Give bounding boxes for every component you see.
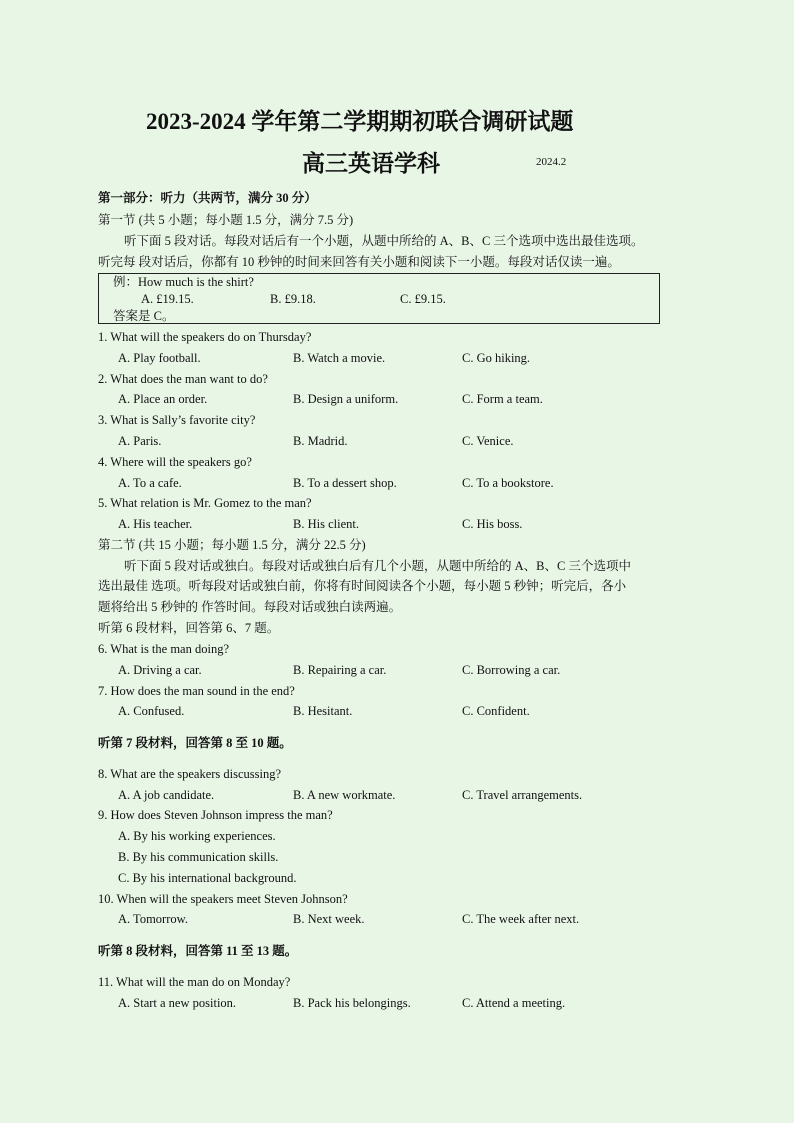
q10-option-c: C. The week after next. — [462, 912, 580, 926]
question-5: 5. What relation is Mr. Gomez to the man? — [98, 496, 312, 510]
q1-option-a: A. Play football. — [118, 351, 201, 365]
q2-option-a: A. Place an order. — [118, 392, 208, 406]
question-4: 4. Where will the speakers go? — [98, 455, 252, 469]
q8-option-c: C. Travel arrangements. — [462, 788, 583, 802]
q9-option-b: B. By his communication skills. — [118, 850, 279, 864]
q11-option-a: A. Start a new position. — [118, 996, 237, 1010]
section2-instruction-2: 选出最佳 选项。听每段对话或独白前，你将有时间阅读各个小题，每小题 5 秒钟；听完后，各小 — [98, 579, 627, 593]
q6-option-b: B. Repairing a car. — [293, 663, 387, 677]
q1-option-c: C. Go hiking. — [462, 351, 531, 365]
q5-option-c: C. His boss. — [462, 517, 523, 531]
question-3: 3. What is Sally’s favorite city? — [98, 413, 256, 427]
question-10: 10. When will the speakers meet Steven Johnson? — [98, 892, 348, 906]
example-question: 例：How much is the shirt? — [113, 275, 254, 289]
example-option-b: B. £9.18. — [270, 292, 316, 306]
question-9: 9. How does Steven Johnson impress the man? — [98, 808, 333, 822]
q2-option-b: B. Design a uniform. — [293, 392, 399, 406]
q3-option-c: C. Venice. — [462, 434, 514, 448]
question-8: 8. What are the speakers discussing? — [98, 767, 282, 781]
exam-date: 2024.2 — [536, 156, 567, 168]
q7-option-c: C. Confident. — [462, 704, 530, 718]
q10-option-b: B. Next week. — [293, 912, 365, 926]
section1-instruction-2: 听完每 段对话后，你都有 10 秒钟的时间来回答有关小题和阅读下一小题。每段对话仅读一遍。 — [98, 255, 620, 269]
q4-option-a: A. To a cafe. — [118, 476, 182, 490]
q11-option-b: B. Pack his belongings. — [293, 996, 411, 1010]
q2-option-c: C. Form a team. — [462, 392, 543, 406]
q7-option-a: A. Confused. — [118, 704, 185, 718]
q1-option-b: B. Watch a movie. — [293, 351, 386, 365]
question-6: 6. What is the man doing? — [98, 642, 229, 656]
section1-instruction-1: 听下面 5 段对话。每段对话后有一个小题，从题中所给的 A、B、C 三个选项中选出最佳选项。 — [124, 234, 644, 248]
q6-option-c: C. Borrowing a car. — [462, 663, 561, 677]
q9-option-c: C. By his international background. — [118, 871, 297, 885]
section2-instruction-3: 题将给出 5 秒钟的 作答时间。每段对话或独白读两遍。 — [98, 600, 402, 614]
example-answer: 答案是 C。 — [113, 309, 175, 323]
q3-option-a: A. Paris. — [118, 434, 162, 448]
material-6-heading: 听第 6 段材料，回答第 6、7 题。 — [98, 621, 280, 635]
exam-subtitle: 高三英语学科 — [302, 151, 440, 176]
q5-option-a: A. His teacher. — [118, 517, 193, 531]
q8-option-b: B. A new workmate. — [293, 788, 396, 802]
question-1: 1. What will the speakers do on Thursday? — [98, 330, 312, 344]
exam-title: 2023-2024 学年第二学期期初联合调研试题 — [146, 109, 574, 134]
q4-option-b: B. To a dessert shop. — [293, 476, 397, 490]
section2-instruction-1: 听下面 5 段对话或独白。每段对话或独白后有几个小题，从题中所给的 A、B、C 三个选项中 — [124, 559, 631, 573]
question-7: 7. How does the man sound in the end? — [98, 684, 295, 698]
section1-heading: 第一节 (共 5 小题；每小题 1.5 分，满分 7.5 分) — [98, 213, 354, 227]
q11-option-c: C. Attend a meeting. — [462, 996, 566, 1010]
q4-option-c: C. To a bookstore. — [462, 476, 554, 490]
q7-option-b: B. Hesitant. — [293, 704, 353, 718]
material-7-heading: 听第 7 段材料，回答第 8 至 10 题。 — [98, 736, 292, 750]
section2-heading: 第二节 (共 15 小题；每小题 1.5 分，满分 22.5 分) — [98, 538, 366, 552]
example-option-c: C. £9.15. — [400, 292, 446, 306]
q3-option-b: B. Madrid. — [293, 434, 348, 448]
part1-heading: 第一部分：听力（共两节，满分 30 分） — [98, 191, 317, 205]
q10-option-a: A. Tomorrow. — [118, 912, 188, 926]
q9-option-a: A. By his working experiences. — [118, 829, 276, 843]
question-11: 11. What will the man do on Monday? — [98, 975, 291, 989]
question-2: 2. What does the man want to do? — [98, 372, 268, 386]
q6-option-a: A. Driving a car. — [118, 663, 202, 677]
material-8-heading: 听第 8 段材料，回答第 11 至 13 题。 — [98, 944, 298, 958]
q8-option-a: A. A job candidate. — [118, 788, 215, 802]
example-option-a: A. £19.15. — [141, 292, 194, 306]
q5-option-b: B. His client. — [293, 517, 359, 531]
